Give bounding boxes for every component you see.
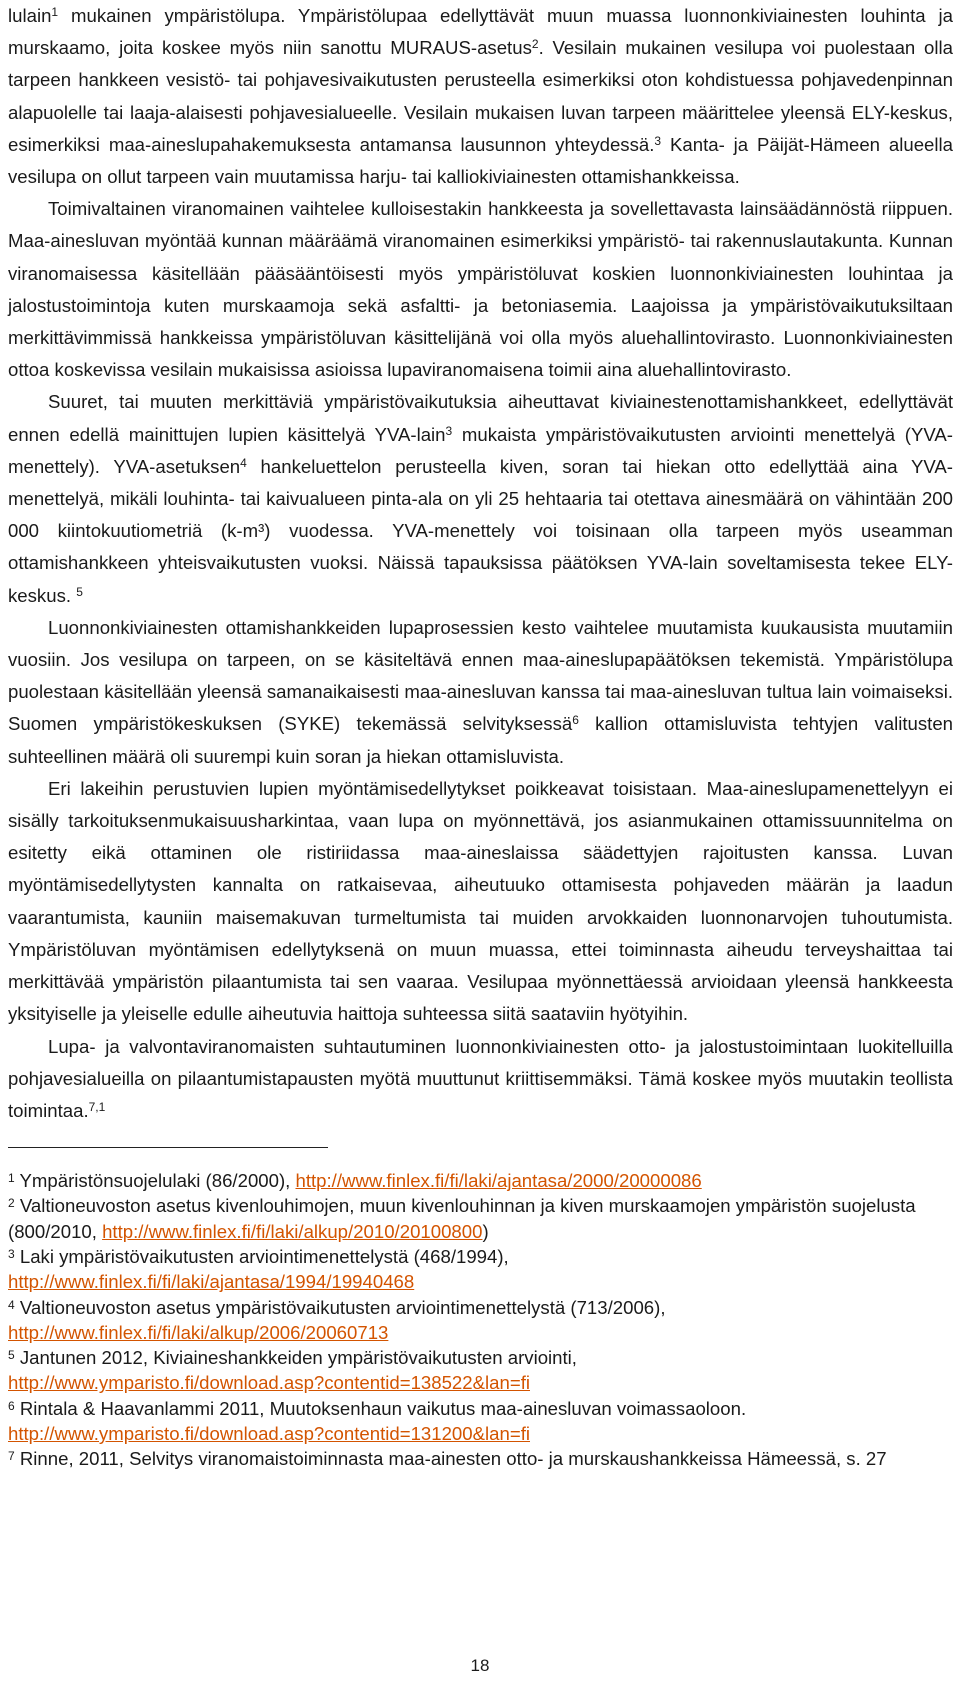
paragraph-duration: Luonnonkiviainesten ottamishankkeiden lupaprosessien kesto vaihtelee muutamista kuukausista muutamiin vuosiin. Jos vesilupa on tarpeen, on se käsiteltävä ennen maa-aineslupapäätöksen tekemistä. Ympäristölupa puolestaan käsitellään yleensä samanaikaisesti maa-ainesluvan kanssa tai maa-ainesluvan tultua lain voimaiseksi. Suomen ympäristökeskuksen (SYKE) tekemässä selvityksessä$^6$ kallion ottamisluvista tehtyjen valitusten suhteellinen määrä oli suurempi kuin soran ja hiekan ottamisluvista. xyxy=(8,616,954,767)
footnote-link[interactable]: http://www.finlex.fi/fi/laki/alkup/2006/20060713 xyxy=(8,1321,389,1343)
footnote-link[interactable]: http://www.finlex.fi/fi/laki/ajantasa/1994/19940468 xyxy=(8,1271,415,1293)
footnote-link[interactable]: http://www.ymparisto.fi/download.asp?contentid=138522&lan=fi xyxy=(8,1372,530,1394)
footnote-ref[interactable]: 6 xyxy=(572,713,579,728)
paragraph-authorities: Toimivaltainen viranomainen vaihtelee kulloisestakin hankkeesta ja sovellettavasta lainsäädännöstä riippuen. Maa-ainesluvan myöntää kunnan määräämä viranomainen esimerkiksi ympäristö- tai rakennuslautakunta. Kunnan viranomaisessa käsitellään pääsääntöisesti myös ympäristöluvat koskien luonnonkiviainesten louhintaa ja jalostustoimintoja kuten murskaamoja sekä asfaltti- ja betoniasemia. Laajoissa ja ympäristövaikutuksiltaan merkittävimmissä hankkeissa ympäristöluvan käsittelijänä voi olla myös aluehallintovirasto. Luonnonkiviainesten ottoa koskevissa vesilain mukaisissa asioissa lupaviranomaisena toimii aina aluehallintovirasto. xyxy=(8,198,953,381)
footnote-separator xyxy=(8,1147,328,1148)
footnote-ref[interactable]: 4 xyxy=(240,455,247,470)
footnote-ref[interactable]: 7,1 xyxy=(88,1099,106,1114)
footnote: $^7$ Rinne, 2011, Selvitys viranomaistoiminnasta maa-ainesten otto- ja murskaushankkeissa Hämeessä, s. 27 xyxy=(8,1448,887,1470)
paragraph-eia: Suuret, tai muuten merkittäviä ympäristövaikutuksia aiheuttavat kiviainestenottamishankkeet, edellyttävät ennen edellä mainittujen lupien käsittelyä YVA-lain$^3$ mukaista ympäristövaikutusten arviointi menettelyä (YVA-menettely). YVA-asetuksen$^4$ hankeluettelon perusteella kiven, soran tai hiekan otto edellyttää aina YVA-menettelyä, mikäli louhinta- tai kaivualueen pinta-ala on yli 25 hehtaaria tai otettava ainesmäärä on vähintään 200 000 kiintokuutiometriä (k-m³) vuodessa. YVA-menettely voi toisinaan olla tarpeen myös useamman ottamishankkeen yhteisvaikutusten vuoksi. Näissä tapauksissa päätöksen YVA-lain soveltamisesta tekee ELY-keskus. $^5$ xyxy=(8,391,953,606)
footnotes xyxy=(8,1168,953,1472)
paragraph-conditions: Eri lakeihin perustuvien lupien myöntämisedellytykset poikkeavat toisistaan. Maa-aineslupamenettelyyn ei sisälly tarkoituksenmukaisuusharkintaa, vaan lupa on myönnettävä, jos asianmukainen ottamissuunnitelma on esitetty eikä ottaminen ole ristiriidassa maa-aineslaissa säädettyjen rajoitusten kanssa. Luvan myöntämisedellytysten kannalta on ratkaisevaa, aiheutuuko ottamisesta pohjaveden määrän ja laadun vaarantumista, kauniin maisemakuvan turmeltumista tai muiden arvokkaiden luonnonarvojen tuhoutumista. Ympäristöluvan myöntämisen edellytyksenä on muun muassa, ettei toiminnasta aiheudu terveyshaittaa tai merkittävää ympäristön pilaantumista tai sen vaaraa. Vesilupaa myönnettäessä arvioidaan yleensä hankkeesta yksityiselle ja yleiselle edulle aiheutuvia haittoja suhteessa siitä saataviin hyötyihin. xyxy=(8,777,953,1025)
footnote: $^2$ Valtioneuvoston asetus kivenlouhimojen, muun kivenlouhinnan ja kiven murskaamojen ympäristön suojelusta (800/2010, http://www.finlex.fi/fi/laki/alkup/2010/20100800) xyxy=(8,1195,916,1242)
footnote: $^5$ Jantunen 2012, Kiviaineshankkeiden ympäristövaikutusten arviointi, http://www.ymparisto.fi/download.asp?contentid=138522&lan=fi xyxy=(8,1347,577,1394)
paragraph-attitudes: Lupa- ja valvontaviranomaisten suhtautuminen luonnonkiviainesten otto- ja jalostustoimintaan luokitelluilla pohjavesialueilla on pilaantumistapausten myötä muuttunut kriittisemmäksi. Tämä koskee myös muutakin teollista toimintaa.$^{7,1}$ xyxy=(8,1035,953,1121)
document-page xyxy=(8,0,953,1472)
paragraph-permits: lulain$^1$ mukainen ympäristölupa. Ympäristölupaa edellyttävät muun muassa luonnonkiviainesten louhinta ja murskaamo, joita koskee myös niin sanottu MURAUS-asetus$^2$. Vesilain mukainen vesilupa voi puolestaan olla tarpeen hankkeen vesistö- tai pohjavesivaikutusten perusteella esimerkiksi oton kohdistuessa pohjavedenpinnan alapuolelle tai laaja-alaisesti pohjavesialueelle. Vesilain mukaisen luvan tarpeen määrittelee yleensä ELY-keskus, esimerkiksi maa-aineslupahakemuksesta antamansa lausunnon yhteydessä.$^3$ Kanta- ja Päijät-Hämeen alueella vesilupa on ollut tarpeen vain muutamissa harju- tai kalliokiviainesten ottamishankkeissa. xyxy=(8,5,953,188)
footnote-ref[interactable]: 5 xyxy=(76,584,83,599)
footnote-link[interactable]: http://www.finlex.fi/fi/laki/ajantasa/2000/20000086 xyxy=(295,1170,702,1192)
footnote-ref[interactable]: 3 xyxy=(654,133,662,148)
footnote-ref[interactable]: 3 xyxy=(445,423,453,438)
footnote-link[interactable]: http://www.ymparisto.fi/download.asp?contentid=131200&lan=fi xyxy=(8,1423,530,1445)
footnote-link[interactable]: http://www.finlex.fi/fi/laki/alkup/2010/20100800 xyxy=(102,1220,483,1242)
footnote: $^4$ Valtioneuvoston asetus ympäristövaikutusten arviointimenettelystä (713/2006), http://www.finlex.fi/fi/laki/alkup/2006/20060713 xyxy=(8,1296,666,1343)
footnote: $^6$ Rintala & Haavanlammi 2011, Muutoksenhaun vaikutus maa-ainesluvan voimassaoloon. http://www.ymparisto.fi/download.asp?contentid=131200&lan=fi xyxy=(8,1397,747,1445)
footnote: $^1$ Ympäristönsuojelulaki (86/2000), http://www.finlex.fi/fi/laki/ajantasa/2000/20000086 xyxy=(8,1170,702,1192)
footnote: $^3$ Laki ympäristövaikutusten arviointimenettelystä (468/1994), http://www.finlex.fi/fi/laki/ajantasa/1994/19940468 xyxy=(8,1246,509,1293)
footnote-ref[interactable]: 2 xyxy=(531,37,539,52)
footnote-ref[interactable]: 1 xyxy=(51,5,59,19)
page-number: 18 xyxy=(470,1656,490,1675)
